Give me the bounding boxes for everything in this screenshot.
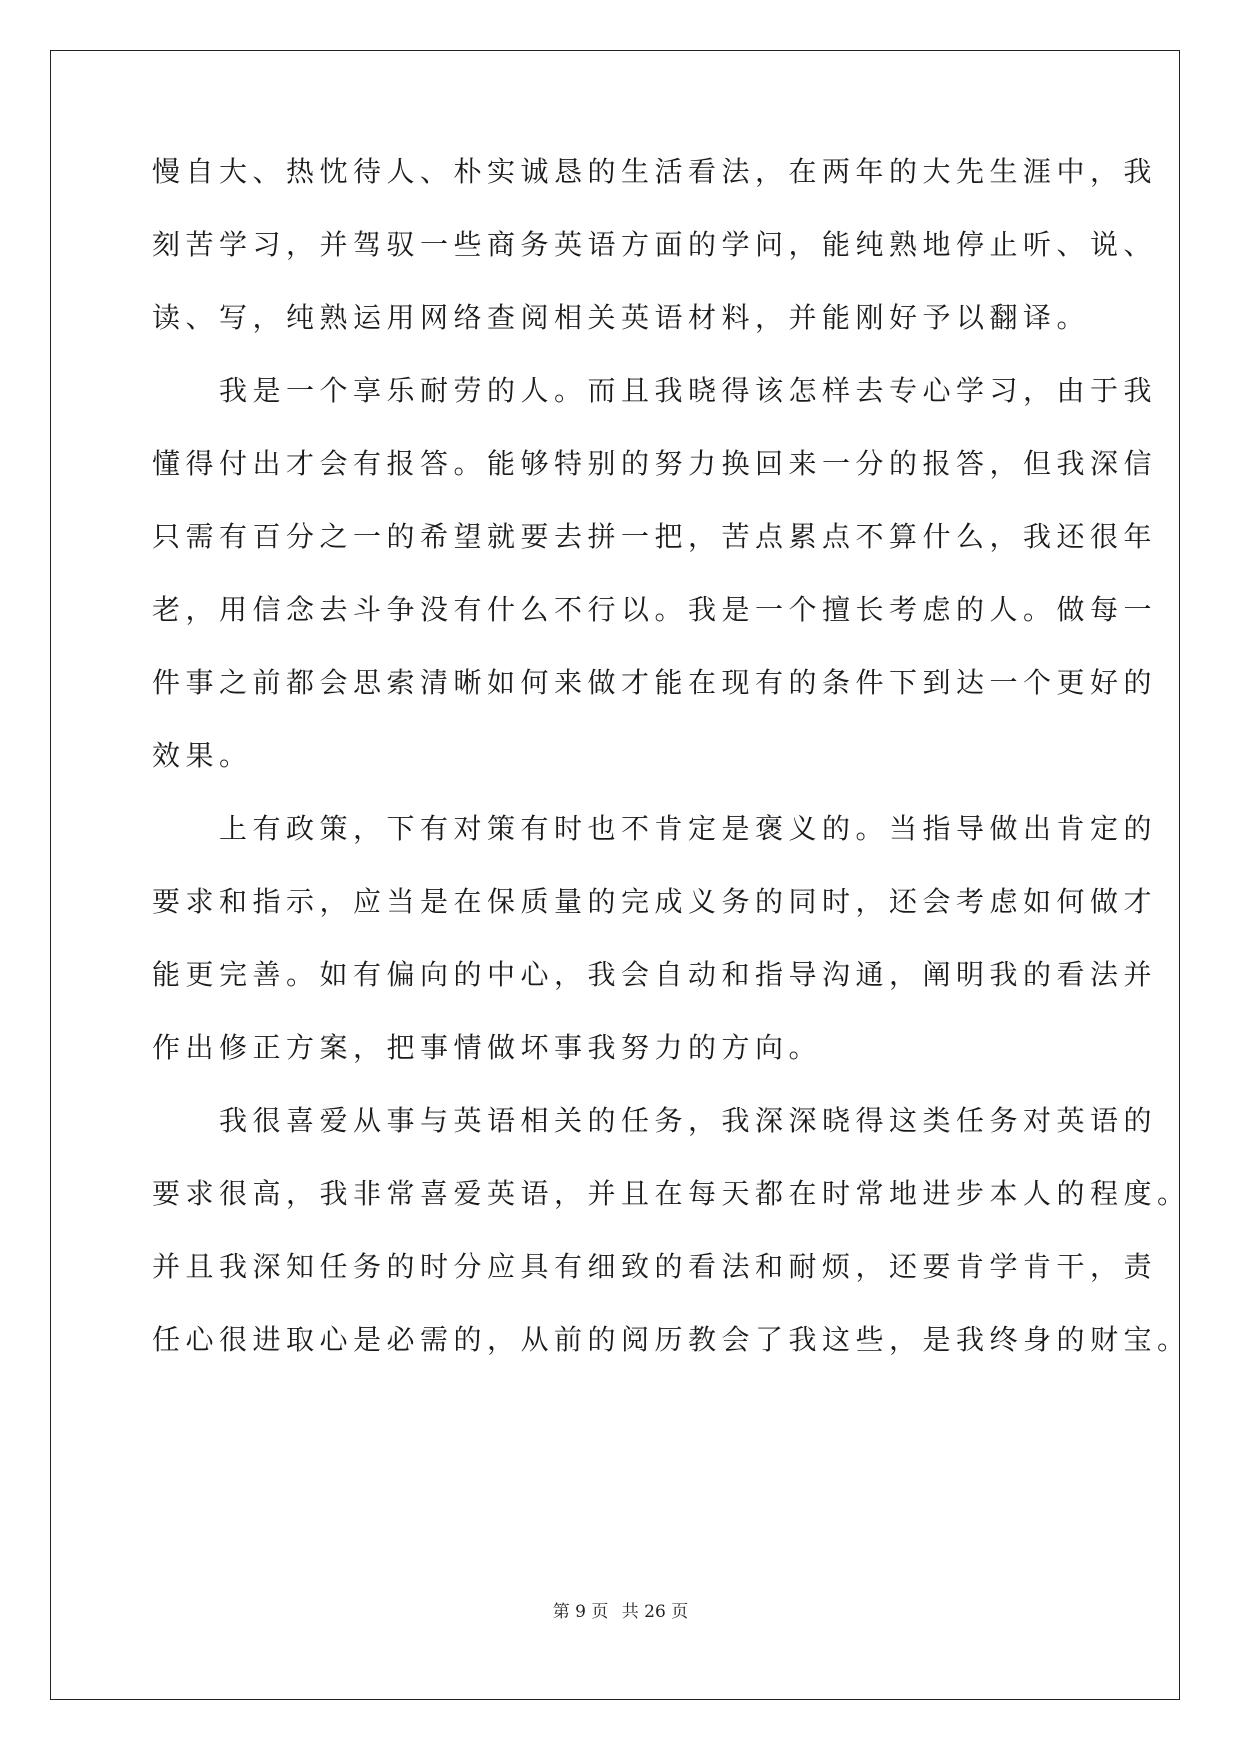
text-line: 我是一个享乐耐劳的人。而且我晓得该怎样去专心学习，由于我 [152,374,1158,407]
text-line: 慢自大、热忱待人、朴实诚恳的生活看法，在两年的大先生涯中，我 [152,155,1158,188]
text-line: 只需有百分之一的希望就要去拼一把，苦点累点不算什么，我还很年 [152,520,1158,553]
text-line: 要求和指示，应当是在保质量的完成义务的同时，还会考虑如何做才 [152,885,1158,918]
page-number: 第 9 页 [552,1602,609,1622]
text-line: 作出修正方案，把事情做坏事我努力的方向。 [152,1031,823,1064]
text-line: 要求很高，我非常喜爱英语，并且在每天都在时常地进步本人的程度。 [152,1177,1191,1210]
text-line: 件事之前都会思索清晰如何来做才能在现有的条件下到达一个更好的 [152,666,1158,699]
text-line: 能更完善。如有偏向的中心，我会自动和指导沟通，阐明我的看法并 [152,958,1158,991]
text-line: 任心很进取心是必需的，从前的阅历教会了我这些，是我终身的财宝。 [152,1323,1191,1356]
page-footer [0,1600,1241,1624]
text-line: 读、写，纯熟运用网络查阅相关英语材料，并能刚好予以翻译。 [152,301,1091,334]
text-line: 懂得付出才会有报答。能够特别的努力换回来一分的报答，但我深信 [152,447,1158,480]
text-line: 上有政策，下有对策有时也不肯定是褒义的。当指导做出肯定的 [152,812,1158,845]
text-line: 并且我深知任务的时分应具有细致的看法和耐烦，还要肯学肯干，责 [152,1250,1158,1283]
text-line: 刻苦学习，并驾驭一些商务英语方面的学问，能纯熟地停止听、说、 [152,228,1158,261]
text-line: 老，用信念去斗争没有什么不行以。我是一个擅长考虑的人。做每一 [152,593,1158,626]
text-line: 我很喜爱从事与英语相关的任务，我深深晓得这类任务对英语的 [152,1104,1158,1137]
page-total: 共 26 页 [621,1602,689,1622]
text-line: 效果。 [152,739,253,772]
